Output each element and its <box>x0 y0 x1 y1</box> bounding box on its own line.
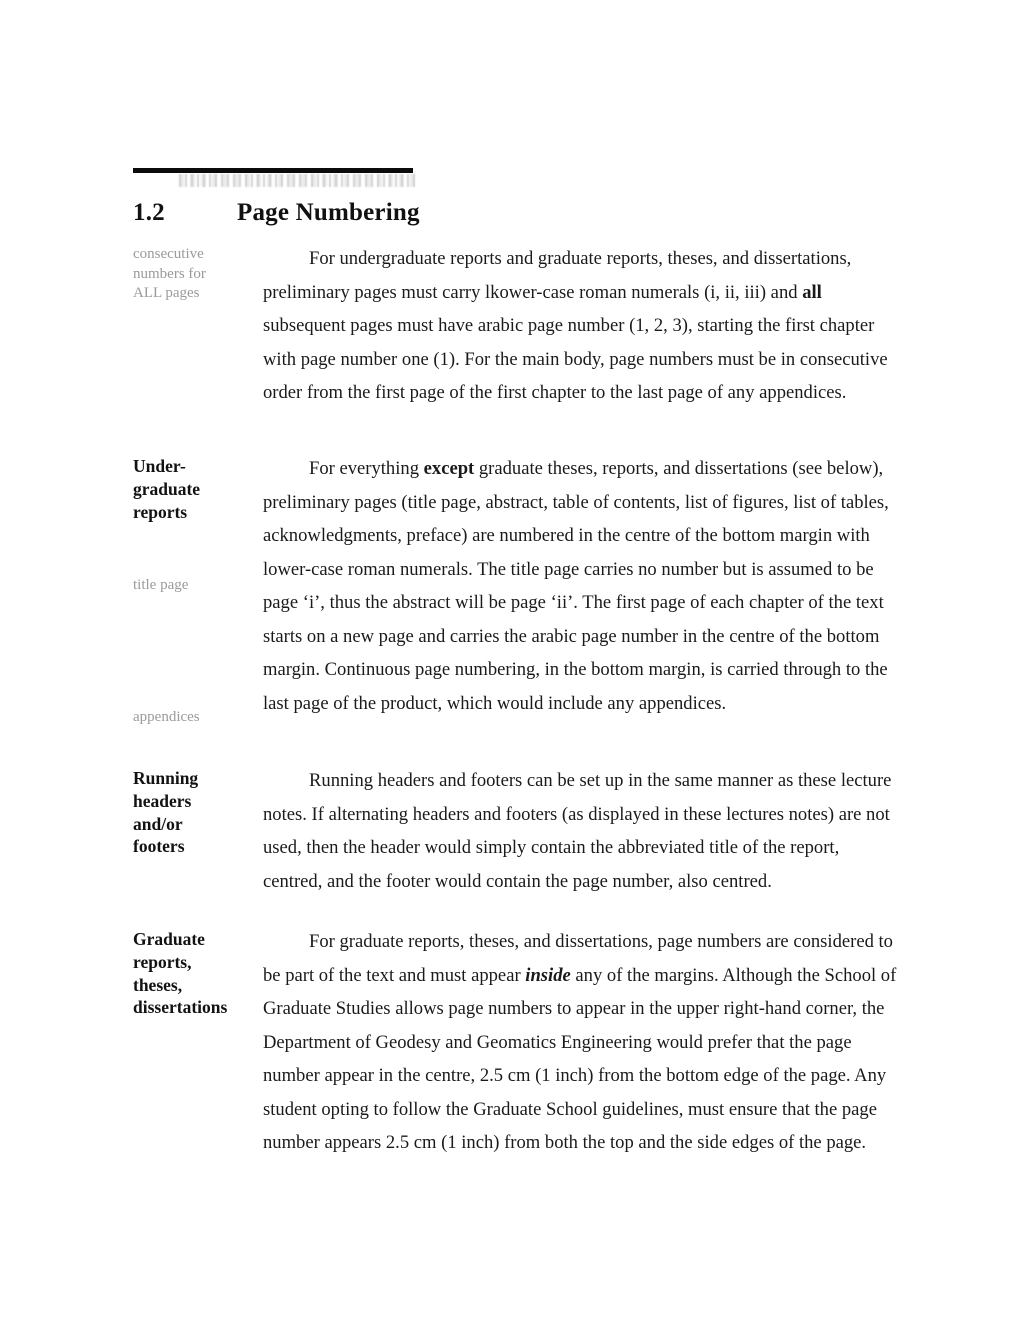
heading-rule <box>133 168 413 173</box>
body-text-run: For undergraduate reports and graduate reports, theses, and dissertations, preliminary pages must carry lkower-case roman numerals (i, ii, iii) and <box>263 248 852 303</box>
body-text-run: graduate theses, reports, and dissertations (see below), preliminary pages (title page, abstract, table of contents, list of figures, list of tables, acknowledgments, preface) are numbered in the centre of the bottom margin with lower-case roman numerals. The title page carries no number but is assumed to be page ‘i’, thus the abstract will be page ‘ii’. The first page of each chapter of the text starts on a new page and carries the arabic page number in the centre of the bottom margin. Continuous page numbering, in the bottom margin, is carried through to the last page of the product, which would include any appendices. <box>263 458 889 714</box>
margin-note-line: ALL pages <box>133 285 200 301</box>
emphasis-bold-italic: inside <box>525 964 571 986</box>
margin-note-line: and/or <box>133 813 183 834</box>
margin-note-line: numbers for <box>133 265 206 282</box>
section-graduate-reports-theses-dissertations <box>133 925 903 1160</box>
heading-number: 1.2 <box>133 199 165 226</box>
margin-note-line: Graduate <box>133 929 205 949</box>
margin-note-undergraduate-reports-1 <box>133 576 251 596</box>
margin-note-line: theses, <box>133 974 183 995</box>
body-paragraph <box>263 925 903 1160</box>
body-text-run: subsequent pages must have arabic page number (1, 2, 3), starting the first chapter with page number one (1). For the main body, page numbers must be in consecutive order from the first page of the first chapter to the last page of any appendices. <box>263 315 888 403</box>
body-text-run: any of the margins. Although the School of Graduate Studies allows page numbers to appear in the upper right-hand corner, the Department of Geodesy and Geomatics Engineering would prefer that the page number appear in the centre, 2.5 cm (1 inch) from the bottom edge of the page. Any student opting to follow the Graduate School guidelines, must ensure that the page number appears 2.5 cm (1 inch) from both the top and the side edges of the page. <box>263 964 897 1153</box>
margin-note-line: headers <box>133 790 192 811</box>
margin-note-graduate-reports-theses-dissertations-0 <box>133 928 251 1019</box>
scan-artifact-smudge <box>179 174 419 187</box>
margin-note-line: appendices <box>133 709 200 725</box>
margin-note-line: Under- <box>133 456 186 476</box>
margin-note-running-headers-footers-0 <box>133 767 251 858</box>
body-text-run: For graduate reports, theses, and dissertations, page numbers are considered to be part of the text and must appear <box>263 931 893 986</box>
body-paragraph <box>263 764 903 898</box>
body-paragraph <box>263 242 903 410</box>
margin-note-line: Running <box>133 768 199 788</box>
page-title <box>133 199 913 227</box>
section-heading-block <box>133 168 913 227</box>
margin-note-undergraduate-reports-0 <box>133 455 251 523</box>
body-paragraph <box>263 452 903 720</box>
body-column-running-headers-footers <box>263 764 903 898</box>
section-undergraduate-reports <box>133 452 903 725</box>
margin-note-line: reports, <box>133 951 192 972</box>
margin-note-line: consecutive <box>133 246 204 262</box>
body-text-run: Running headers and footers can be set up in the same manner as these lecture notes. If alternating headers and footers (as displayed in these lectures notes) are not used, then the header would simply contain the abbreviated title of the report, centred, and the footer would contain the page number, also centred. <box>263 770 892 892</box>
section-running-headers-footers <box>133 764 903 898</box>
section-consecutive-numbering <box>133 242 903 410</box>
emphasis-bold: except <box>423 458 475 479</box>
body-column-consecutive-numbering <box>263 242 903 410</box>
margin-note-line: title page <box>133 577 189 593</box>
margin-note-line: dissertations <box>133 997 228 1018</box>
heading-title: Page Numbering <box>237 199 420 226</box>
margin-note-line: reports <box>133 501 188 522</box>
margin-note-consecutive-numbering-0 <box>133 245 251 304</box>
body-column-graduate-reports-theses-dissertations <box>263 925 903 1160</box>
margin-note-line: footers <box>133 836 185 857</box>
body-column-undergraduate-reports <box>263 452 903 720</box>
margin-note-line: graduate <box>133 478 201 499</box>
emphasis-bold: all <box>802 281 822 303</box>
body-text-run: For everything <box>309 458 424 479</box>
margin-note-undergraduate-reports-2 <box>133 708 251 728</box>
